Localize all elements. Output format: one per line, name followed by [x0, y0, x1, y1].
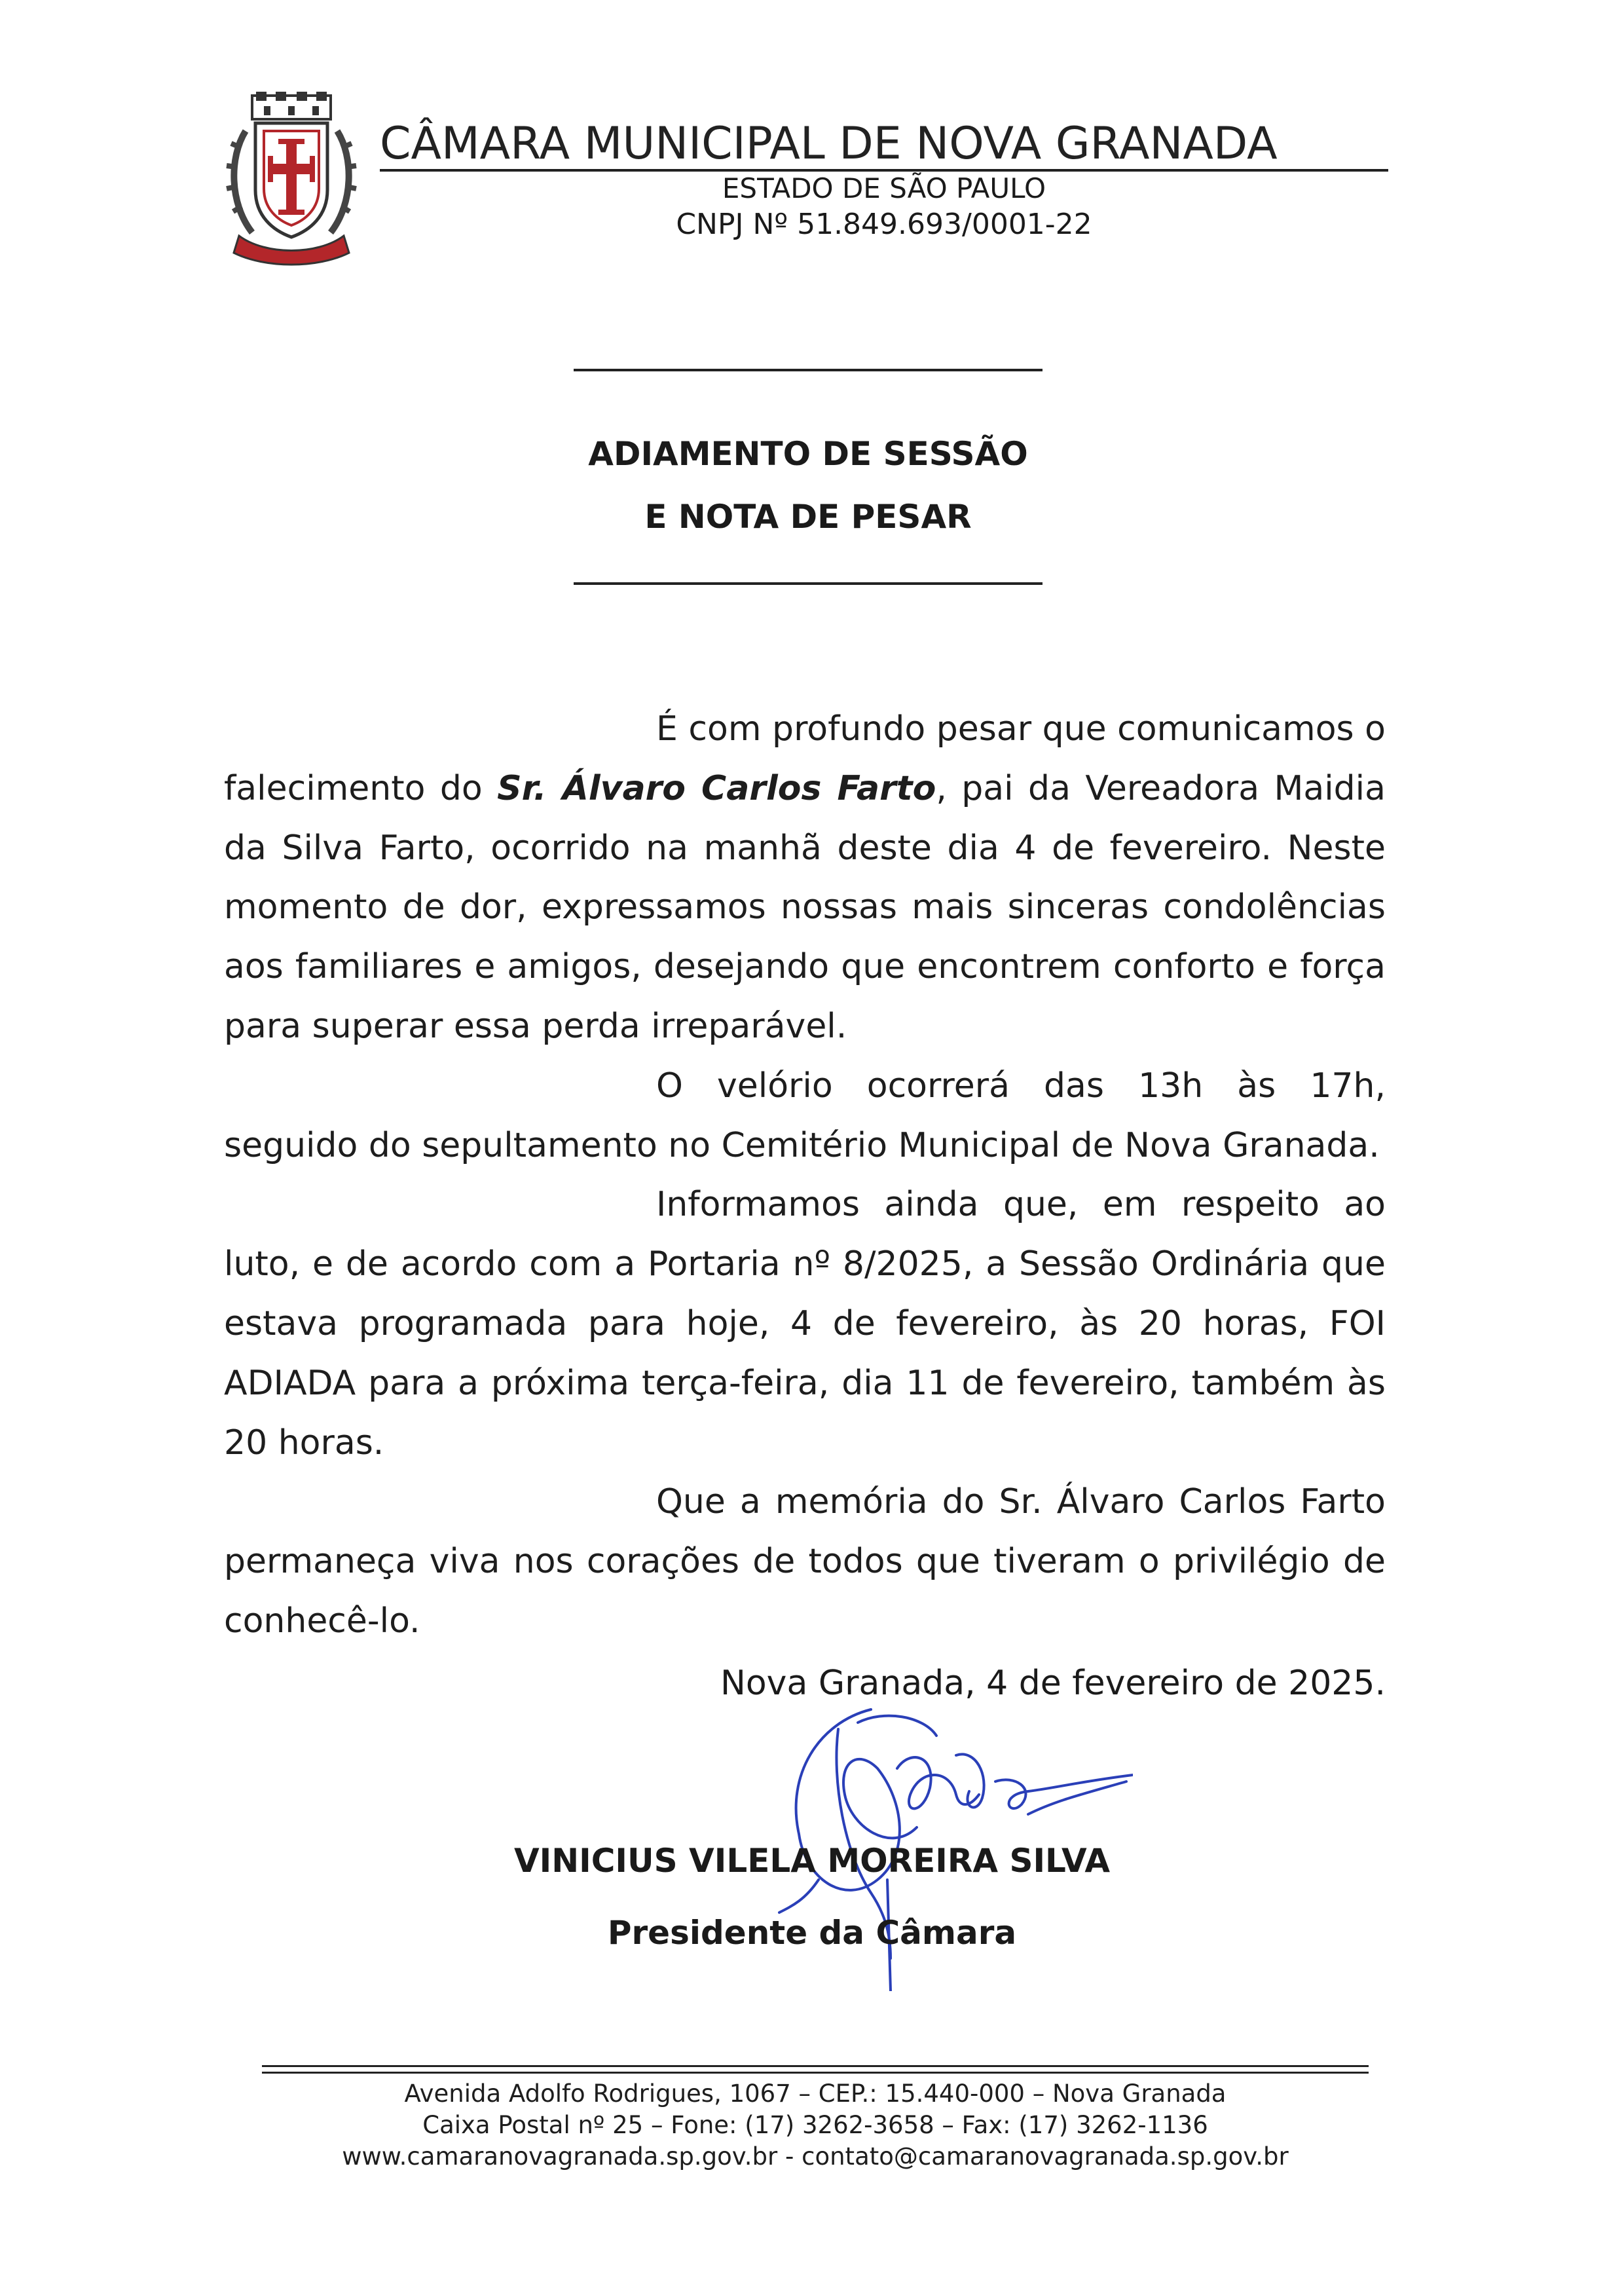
paragraph-wake: O velório ocorrerá das 13h às 17h, seguido do sepultamento no Cemitério Municipal de Nova Granada. [224, 1066, 1386, 1165]
institution-title: CÂMARA MUNICIPAL DE NOVA GRANADA [380, 118, 1278, 170]
title-line-2: E NOTA DE PESAR [644, 498, 972, 536]
paragraph-memory: Que a memória do Sr. Álvaro Carlos Farto permaneça viva nos corações de todos que tiveram o privilégio de conhecê-lo. [224, 1482, 1386, 1641]
document-title [393, 422, 1223, 548]
state-subtitle: ESTADO DE SÃO PAULO [722, 172, 1046, 204]
cnpj-line: CNPJ Nº 51.849.693/0001-22 [676, 208, 1092, 241]
paragraph-condolence [224, 700, 1386, 1056]
footer-divider [262, 2072, 1369, 2074]
footer-phone: Caixa Postal nº 25 – Fone: (17) 3262-3658 – Fax: (17) 3262-1136 [422, 2111, 1208, 2139]
paragraph-text: É com profundo pesar que comunicamos o falecimento do [224, 709, 1386, 808]
paragraph-session-postponed: Informamos ainda que, em respeito ao luto, e de acordo com a Portaria nº 8/2025, a Sessão Ordinária que estava programada para hoje, 4 de fevereiro, às 20 horas, FOI ADIADA para a próxima terça-feira, dia 11 de fevereiro, também às 20 horas. [224, 1185, 1386, 1463]
signer-role: Presidente da Câmara [607, 1914, 1017, 1952]
footer-web-email: www.camaranovagranada.sp.gov.br - contato@camaranovagranada.sp.gov.br [342, 2142, 1289, 2171]
signer-name: VINICIUS VILELA MOREIRA SILVA [513, 1842, 1111, 1880]
municipal-crest-icon [226, 92, 357, 269]
title-divider-bottom [574, 582, 1043, 585]
title-divider-top [574, 369, 1043, 371]
footer-divider [262, 2065, 1369, 2067]
dateline: Nova Granada, 4 de fevereiro de 2025. [720, 1664, 1386, 1703]
document-body [224, 700, 1386, 1651]
title-line-1: ADIAMENTO DE SESSÃO [588, 435, 1028, 473]
footer-address: Avenida Adolfo Rodrigues, 1067 – CEP.: 15.440-000 – Nova Granada [404, 2080, 1227, 2108]
deceased-name: Sr. Álvaro Carlos Farto [497, 768, 936, 808]
paragraph-text: , pai da Vereadora Maidia da Silva Farto, ocorrido na manhã deste dia 4 de fevereiro. Neste momento de dor, expressamos nossas mais sinceras condolências aos familiares e amigos, desejando que encontrem conforto e força para superar essa perda irreparável. [224, 768, 1386, 1046]
